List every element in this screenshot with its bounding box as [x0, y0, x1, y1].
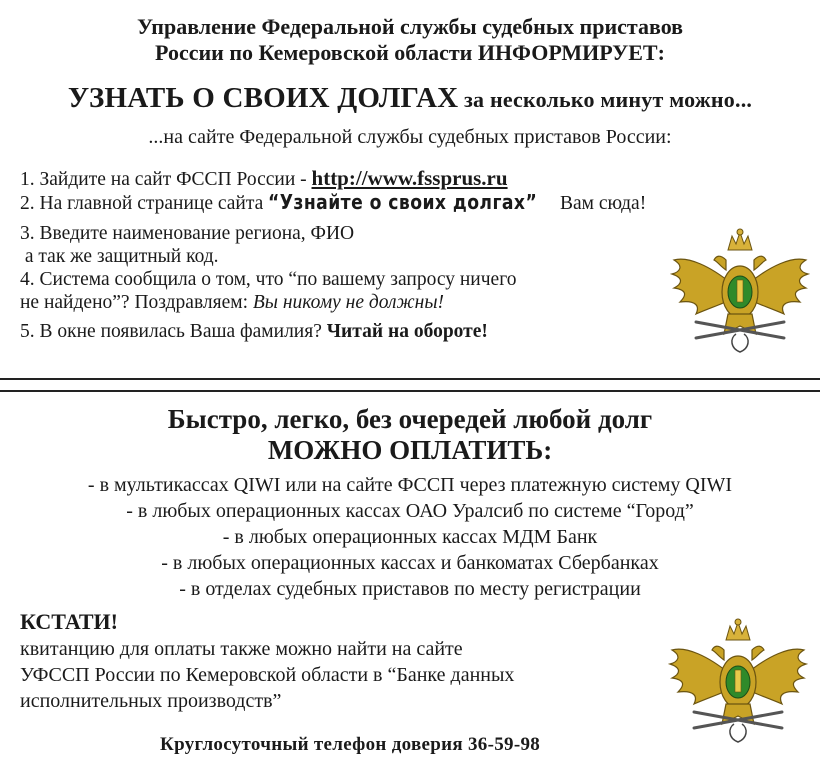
headline-tail: за несколько минут можно... [458, 87, 753, 112]
fssp-link[interactable]: http://www.fssprus.ru [311, 166, 508, 190]
step-3-line-1: 3. Введите наименование региона, ФИО [20, 223, 355, 244]
note-line-2: УФССП России по Кемеровской области в “Банке данных [20, 664, 515, 686]
headline-main: УЗНАТЬ О СВОИХ ДОЛГАХ [67, 82, 459, 114]
step-2-tail: Вам сюда! [555, 193, 647, 214]
step-2-slogan: “Узнайте о своих долгах” [268, 190, 538, 214]
subline: ...на сайте Федеральной службы судебных приставов России: [148, 126, 672, 148]
step-5 [20, 320, 488, 343]
step-2 [20, 191, 646, 215]
payment-option: - в любых операционных кассах ОАО Уралсиб по системе “Город” [126, 500, 694, 522]
bottom-title-line-2: МОЖНО ОПЛАТИТЬ: [267, 435, 553, 465]
header-line-2: России по Кемеровской области ИНФОРМИРУЕТ: [155, 40, 665, 65]
step-3-line-2: а так же защитный код. [20, 246, 219, 267]
step-4-line-2-italic: Вы никому не должны! [252, 292, 445, 313]
hotline-phone: Круглосуточный телефон доверия 36-59-98 [160, 734, 541, 755]
note [20, 636, 514, 714]
step-4-line-2 [20, 291, 516, 314]
header [0, 14, 820, 66]
step-2-text: 2. На главной странице сайта [20, 193, 269, 214]
note-line-1: квитанцию для оплаты также можно найти на сайте [20, 638, 463, 660]
divider-bottom [0, 390, 820, 392]
header-line-1: Управление Федеральной службы судебных приставов [136, 14, 684, 39]
payment-option: - в отделах судебных приставов по месту регистрации [179, 578, 641, 600]
note-line-3: исполнительных производств” [20, 690, 282, 712]
step-4-line-1: 4. Система сообщила о том, что “по вашему запросу ничего [20, 269, 517, 290]
payment-list [0, 472, 820, 602]
step-3 [20, 222, 354, 268]
headline [0, 82, 820, 115]
payment-option: - в любых операционных кассах МДМ Банк [222, 526, 598, 548]
fssp-eagle-emblem-icon [670, 226, 810, 358]
divider-top [0, 378, 820, 380]
step-1-text: 1. Зайдите на сайт ФССП России - [20, 169, 312, 190]
step-5-text: 5. В окне появилась Ваша фамилия? [20, 321, 327, 342]
payment-option: - в любых операционных кассах и банкоматах Сбербанках [161, 552, 659, 574]
bottom-title-line-1: Быстро, легко, без очередей любой долг [167, 404, 653, 434]
step-1 [20, 167, 508, 191]
bottom-title [0, 404, 820, 466]
step-5-bold: Читай на обороте! [326, 321, 488, 342]
step-4-line-2-pre: не найдено”? Поздравляем: [20, 292, 253, 313]
fssp-eagle-emblem-icon [668, 616, 808, 748]
payment-option: - в мультикассах QIWI или на сайте ФССП через платежную систему QIWI [87, 474, 733, 496]
step-4 [20, 268, 516, 314]
kstati-heading: КСТАТИ! [20, 609, 118, 634]
